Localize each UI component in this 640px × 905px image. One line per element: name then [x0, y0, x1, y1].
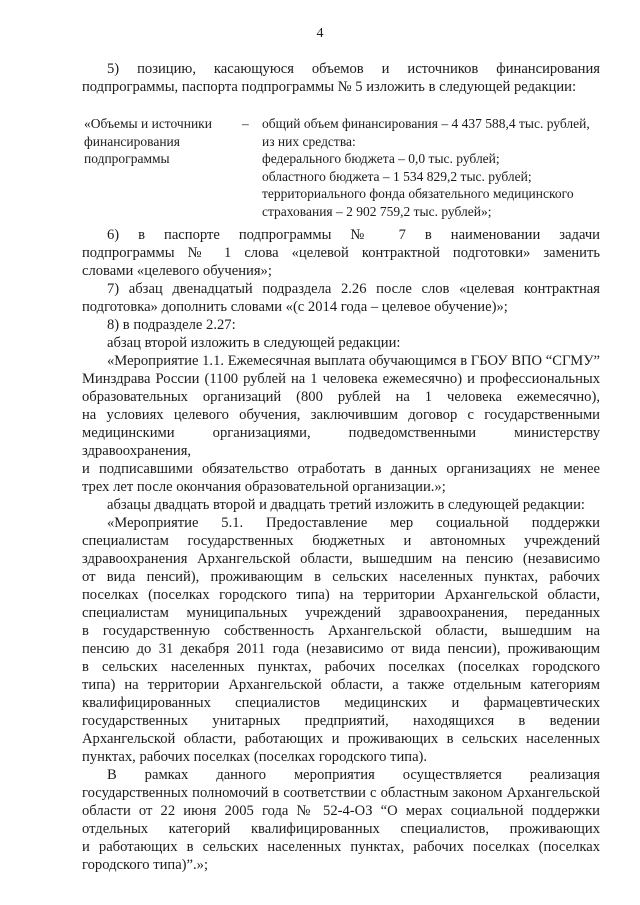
dash-separator: [242, 115, 262, 220]
text-line: здравоохранения Архангельской области, вышедшим на пенсию (независимо: [82, 551, 600, 567]
finance-table-values: [262, 115, 600, 220]
paragraph: [82, 334, 600, 352]
page-number: 4: [316, 26, 324, 41]
text-line: государственных унитарных предприятий, находящихся в ведении: [82, 713, 600, 729]
finance-value-line: из них средства:: [262, 133, 356, 149]
text-line: квалифицированных специалистов медицинских и фармацевтических: [82, 695, 600, 711]
text-line: 5) позицию, касающуюся объемов и источников финансирования: [107, 61, 600, 77]
text-line: 6) в паспорте подпрограммы № 7 в наименовании задачи: [107, 227, 600, 243]
text-line: словами «целевого обучения»;: [82, 263, 272, 279]
text-line: пунктах, рабочих поселках (поселках городского типа).: [82, 749, 428, 765]
paragraph: [82, 766, 600, 874]
text-line: подпрограммы № 1 слова «целевой контрактной подготовки» заменить: [82, 245, 600, 261]
text-line: и работающих в сельских населенных пунктах, рабочих поселках (поселках: [82, 839, 600, 855]
text-line: на условиях целевого обучения, заключившим договор с государственными: [82, 407, 600, 423]
text-line: от вида пенсий), проживающим в сельских населенных пунктах, рабочих: [82, 569, 600, 585]
text-line: в государственную собственность Архангельской области, вышедшим на: [82, 623, 600, 639]
text-line: Архангельской области, работающих и проживающих в сельских населенных: [82, 731, 600, 747]
text-line: 7) абзац двенадцатый подраздела 2.26 после слов «целевая контрактная: [107, 281, 600, 297]
text-line: государственных полномочий в соответствии с областным законом Архангельской: [82, 785, 600, 801]
finance-value-line: федерального бюджета – 0,0 тыс. рублей;: [262, 151, 500, 166]
finance-table: [84, 115, 600, 220]
paragraph: [82, 352, 600, 496]
finance-table-label: [84, 115, 242, 220]
paragraph: [82, 496, 600, 514]
text-line: абзацы двадцать второй и двадцать третий изложить в следующей редакции:: [107, 497, 585, 513]
text-line: в сельских населенных пунктах, рабочих поселках (поселках городского: [82, 659, 600, 675]
finance-label-line: подпрограммы: [84, 151, 170, 166]
paragraph: [82, 60, 600, 96]
text-line: городского типа)”.»;: [82, 857, 209, 873]
text-line: специалистам государственных бюджетных и автономных учреждений: [82, 533, 600, 549]
dash-glyph: –: [242, 116, 249, 131]
text-line: «Мероприятие 5.1. Предоставление мер социальной поддержки: [107, 515, 600, 531]
text-line: поселках (поселках городского типа) на территории Архангельской области,: [82, 587, 600, 603]
finance-value-line: страхования – 2 902 759,2 тыс. рублей»;: [262, 203, 492, 219]
text-line: подготовка» дополнить словами «(с 2014 года – целевое обучение)»;: [82, 299, 508, 315]
document-body: [82, 60, 600, 874]
finance-value-line: областного бюджета – 1 534 829,2 тыс. рублей;: [262, 168, 532, 184]
text-line: «Мероприятие 1.1. Ежемесячная выплата обучающимся в ГБОУ ВПО “СГМУ”: [107, 353, 600, 369]
text-line: подпрограммы, паспорта подпрограммы № 5 изложить в следующей редакции:: [82, 79, 577, 95]
text-line: отдельных категорий квалифицированных специалистов, проживающих: [82, 821, 600, 837]
text-line: трех лет после окончания образовательной организации.»;: [82, 479, 446, 495]
finance-label-line: «Объемы и источники: [84, 116, 212, 131]
text-line: и подписавшими обязательство отработать в данных организациях не менее: [82, 461, 600, 477]
text-line: области от 22 июня 2005 года № 52-4-ОЗ “О мерах социальной поддержки: [82, 803, 600, 819]
text-line: Минздрава России (1100 рублей на 1 человека ежемесячно) и профессиональных: [82, 371, 600, 387]
text-line: В рамках данного мероприятия осуществляется реализация: [107, 767, 600, 783]
text-line: абзац второй изложить в следующей редакции:: [107, 335, 401, 351]
text-line: образовательных организаций (800 рублей на 1 человека ежемесячно),: [82, 389, 600, 405]
text-line: типа) на территории Архангельской области, а также отдельным категориям: [82, 677, 600, 693]
text-line: пенсию до 31 декабря 2011 года (независимо от вида пенсии), проживающим: [82, 641, 600, 657]
text-line: 8) в подразделе 2.27:: [107, 317, 236, 333]
finance-label-line: финансирования: [84, 133, 180, 149]
paragraph: [82, 280, 600, 316]
text-line: медицинскими организациями, подведомственными министерству здравоохранения,: [82, 425, 600, 459]
paragraph: [82, 514, 600, 766]
finance-value-line: территориального фонда обязательного медицинского: [262, 186, 574, 201]
text-line: специалистам муниципальных учреждений здравоохранения, переданных: [82, 605, 600, 621]
paragraph: [82, 226, 600, 280]
paragraph: [82, 316, 600, 334]
finance-value-line: общий объем финансирования – 4 437 588,4 тыс. рублей,: [262, 116, 590, 131]
